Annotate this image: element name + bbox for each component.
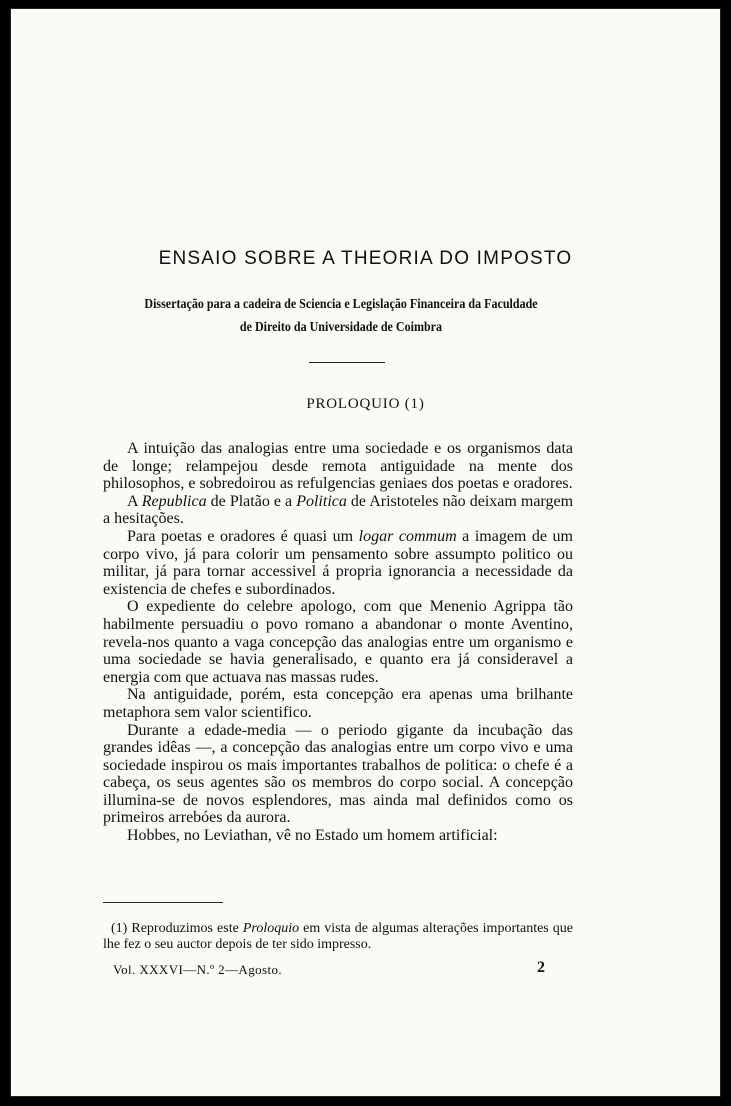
paragraph: A Republica de Platão e a Politica de Aristoteles não deixam margem a hesitações.: [103, 492, 574, 528]
footnote: (1) Reproduzimos este Proloquio em vista de algumas alterações importantes que lhe fez o seu auctor depois de ter sido impresso.: [103, 921, 574, 952]
document-page: [10, 8, 721, 1097]
paragraph: Para poetas e oradores é quasi um logar commum a imagem de um corpo vivo, já para colorir um pensamento sobre assumpto politico ou militar, já para tornar accessivel á propria ignorancia a necessidade da existencia de chefes e subordinados.: [103, 527, 573, 598]
paragraph: A intuição das analogias entre uma sociedade e os organismos data de longe; relampejou desde remota antiguidade na mente dos philosophos, e sobredoirou as refulgencias geniaes dos poetas e oradores.: [103, 440, 573, 493]
signature-number: 2: [537, 959, 545, 976]
document-title: ENSAIO SOBRE A THEORIA DO IMPOSTO: [158, 248, 573, 269]
section-heading: PROLOQUIO (1): [306, 396, 425, 412]
paragraph: Na antiguidade, porém, esta concepção era apenas uma brilhante metaphora sem valor scientifico.: [103, 686, 573, 721]
paragraph: Hobbes, no Leviathan, vê no Estado um homem artificial:: [127, 827, 498, 845]
paragraph: O expediente do celebre apologo, com que Menenio Agrippa tão habilmente persuadiu o povo romano a abandonar o monte Aventino, revela-nos quanto a vaga concepção das analogias entre um organismo e uma sociedade se havia generalisado, e quanto era já consideravel a energia com que actuava nas massas rudes.: [103, 598, 573, 686]
paragraph: Durante a edade-media — o periodo gigante da incubação das grandes idêas —, a concepção das analogias entre um corpo vivo e uma sociedade inspirou os mais importantes trabalhos de politica: o chefe é a cabeça, os seus agentes são os membros do corpo social. A concepção illumina-se de novos esplendores, mas ainda mal definidos como os primeiros arrebóes da aurora.: [103, 721, 573, 827]
footnote-divider: [103, 902, 223, 903]
document-subtitle: Dissertação para a cadeira de Sciencia e Legislação Financeira da Faculdade de Direito da Universidade de Coimbra: [144, 297, 538, 335]
signature-line: Vol. XXXVI—N.º 2—Agosto.: [113, 962, 283, 977]
body-text: [103, 440, 573, 845]
title-divider: [309, 362, 385, 363]
